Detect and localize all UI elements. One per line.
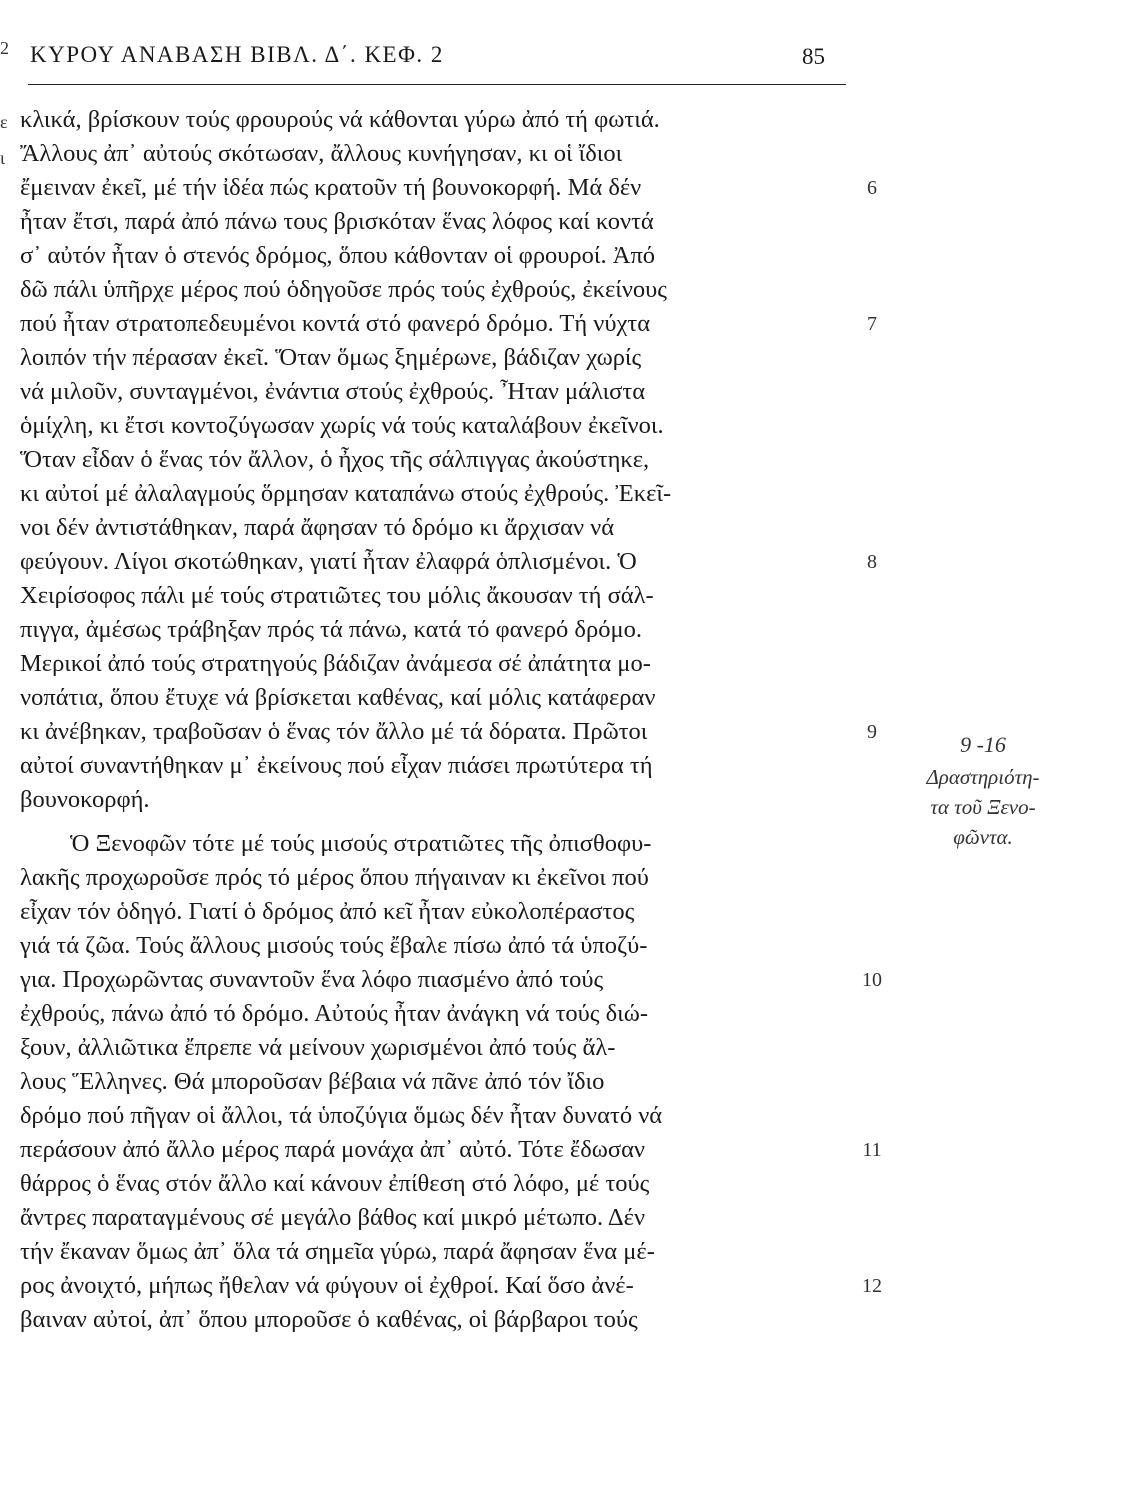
text-line: ἄντρες παραταγμένους σέ μεγάλο βάθος καί μικρό μέτωπο. Δέν (20, 1204, 646, 1231)
text-line: λους Ἕλληνες. Θά μποροῦσαν βέβαια νά πᾶνε ἀπό τόν ἴδιο (20, 1068, 605, 1095)
text-line: ἦταν ἔτσι, παρά ἀπό πάνω τους βρισκόταν ἕνας λόφος καί κοντά (20, 208, 654, 235)
text-line: πιγγα, ἀμέσως τράβηξαν πρός τά πάνω, κατά τό φανερό δρόμο. (20, 616, 642, 643)
text-line: δῶ πάλι ὑπῆρχε μέρος πού ὁδηγοῦσε πρός τούς ἐχθρούς, ἐκείνους (20, 276, 668, 303)
text-line: Ὅταν εἶδαν ὁ ἕνας τόν ἄλλον, ὁ ἦχος τῆς σάλπιγγας ἀκούστηκε, (20, 446, 650, 473)
text-line: ἐχθρούς, πάνω ἀπό τό δρόμο. Αὐτούς ἦταν ἀνάγκη νά τούς διώ- (20, 1000, 649, 1027)
section-number: 8 (867, 551, 877, 573)
text-line: βουνοκορφή. (20, 786, 150, 813)
text-line: Χειρίσοφος πάλι μέ τούς στρατιῶτες του μόλις ἄκουσαν τή σάλ- (20, 582, 654, 609)
margin-note-line: τα τοῦ Ξενο- (930, 795, 1036, 819)
text-line: Μερικοί ἀπό τούς στρατηγούς βάδιζαν ἀνάμεσα σέ ἀπάτητα μο- (20, 650, 651, 677)
edge-mark: 2 (0, 38, 9, 58)
text-line: θάρρος ὁ ἕνας στόν ἄλλο καί κάνουν ἐπίθεση στό λόφο, μέ τούς (20, 1170, 650, 1197)
edge-mark: ε (0, 112, 8, 132)
text-line: δρόμο πού πῆγαν οἱ ἄλλοι, τά ὑποζύγια ὅμως δέν ἦταν δυνατό νά (20, 1102, 663, 1129)
text-line: νοπάτια, ὅπου ἔτυχε νά βρίσκεται καθένας, καί μόλις κατάφεραν (20, 684, 656, 711)
margin-note-line: Δραστηριότη- (926, 765, 1040, 789)
text-line: εἶχαν τόν ὁδηγό. Γιατί ὁ δρόμος ἀπό κεῖ ἦταν εὐκολοπέραστος (20, 898, 635, 925)
margin-note-range: 9 -16 (960, 732, 1006, 757)
text-line: ξουν, ἀλλιῶτικα ἔπρεπε νά μείνουν χωρισμένοι ἀπό τούς ἄλ- (20, 1034, 616, 1061)
text-line: φεύγουν. Λίγοι σκοτώθηκαν, γιατί ἦταν ἐλαφρά ὁπλισμένοι. Ὁ (20, 548, 637, 575)
section-number: 11 (862, 1139, 882, 1161)
text-line: λακῆς προχωροῦσε πρός τό μέρος ὅπου πήγαιναν κι ἐκεῖνοι πού (20, 864, 649, 891)
header-rule (28, 84, 846, 85)
text-line: ρος ἀνοιχτό, μήπως ἤθελαν νά φύγουν οἱ ἐχθροί. Καί ὅσο ἀνέ- (20, 1272, 634, 1299)
text-line: Ἄλλους ἀπ᾽ αὐτούς σκότωσαν, ἄλλους κυνήγησαν, κι οἱ ἴδιοι (20, 140, 623, 167)
section-number: 10 (862, 969, 882, 991)
text-line: περάσουν ἀπό ἄλλο μέρος παρά μονάχα ἀπ᾽ αὐτό. Τότε ἔδωσαν (20, 1136, 646, 1163)
body-text (20, 103, 850, 1337)
section-number: 12 (862, 1275, 882, 1297)
text-line: βαιναν αὐτοί, ἀπ᾽ ὅπου μποροῦσε ὁ καθένας, οἱ βάρβαροι τούς (20, 1306, 638, 1333)
margin-note-line: φῶντα. (953, 825, 1013, 849)
text-line: αὐτοί συναντήθηκαν μ᾽ ἐκείνους πού εἶχαν πιάσει πρωτύτερα τή (20, 752, 653, 779)
page-number: 85 (802, 44, 825, 69)
section-number: 9 (867, 721, 877, 743)
text-line: Ὁ Ξενοφῶν τότε μέ τούς μισούς στρατιῶτες τῆς ὀπισθοφυ- (70, 830, 652, 857)
text-line: νοι δέν ἀντιστάθηκαν, παρά ἄφησαν τό δρόμο κι ἄρχισαν νά (20, 514, 615, 541)
text-line: σ᾽ αὐτόν ἦταν ὁ στενός δρόμος, ὅπου κάθονταν οἱ φρουροί. Ἀπό (20, 242, 656, 269)
text-line: για. Προχωρῶντας συναντοῦν ἕνα λόφο πιασμένο ἀπό τούς (20, 966, 604, 993)
text-line: ὁμίχλη, κι ἔτσι κοντοζύγωσαν χωρίς νά τούς καταλάβουν ἐκεῖνοι. (20, 412, 664, 439)
running-head: ΚΥΡΟΥ ΑΝΑΒΑΣΗ ΒΙΒΛ. Δ΄. ΚΕΦ. 2 (30, 42, 444, 67)
text-line: κι ἀνέβηκαν, τραβοῦσαν ὁ ἕνας τόν ἄλλο μέ τά δόρατα. Πρῶτοι (20, 718, 648, 745)
text-line: τήν ἔκαναν ὅμως ἀπ᾽ ὅλα τά σημεῖα γύρω, παρά ἄφησαν ἕνα μέ- (20, 1238, 655, 1265)
text-line: γιά τά ζῶα. Τούς ἄλλους μισούς τούς ἔβαλε πίσω ἀπό τά ὑποζύ- (20, 932, 648, 959)
text-line: νά μιλοῦν, συνταγμένοι, ἐνάντια στούς ἐχθρούς. Ἦταν μάλιστα (20, 378, 646, 405)
text-line: κλικά, βρίσκουν τούς φρουρούς νά κάθονται γύρω ἀπό τή φωτιά. (20, 106, 660, 133)
page-header (30, 42, 845, 72)
text-line: ἔμειναν ἐκεῖ, μέ τήν ἰδέα πώς κρατοῦν τή βουνοκορφή. Μά δέν (20, 174, 642, 201)
section-number: 6 (867, 177, 877, 199)
text-line: πού ἦταν στρατοπεδευμένοι κοντά στό φανερό δρόμο. Τή νύχτα (20, 310, 651, 337)
edge-mark: ι (0, 148, 5, 168)
section-number: 7 (867, 313, 877, 335)
text-line: λοιπόν τήν πέρασαν ἐκεῖ. Ὅταν ὅμως ξημέρωνε, βάδιζαν χωρίς (20, 344, 642, 371)
text-line: κι αὐτοί μέ ἀλαλαγμούς ὅρμησαν καταπάνω στούς ἐχθρούς. Ἐκεῖ- (20, 480, 672, 507)
margin-note (898, 730, 1068, 852)
